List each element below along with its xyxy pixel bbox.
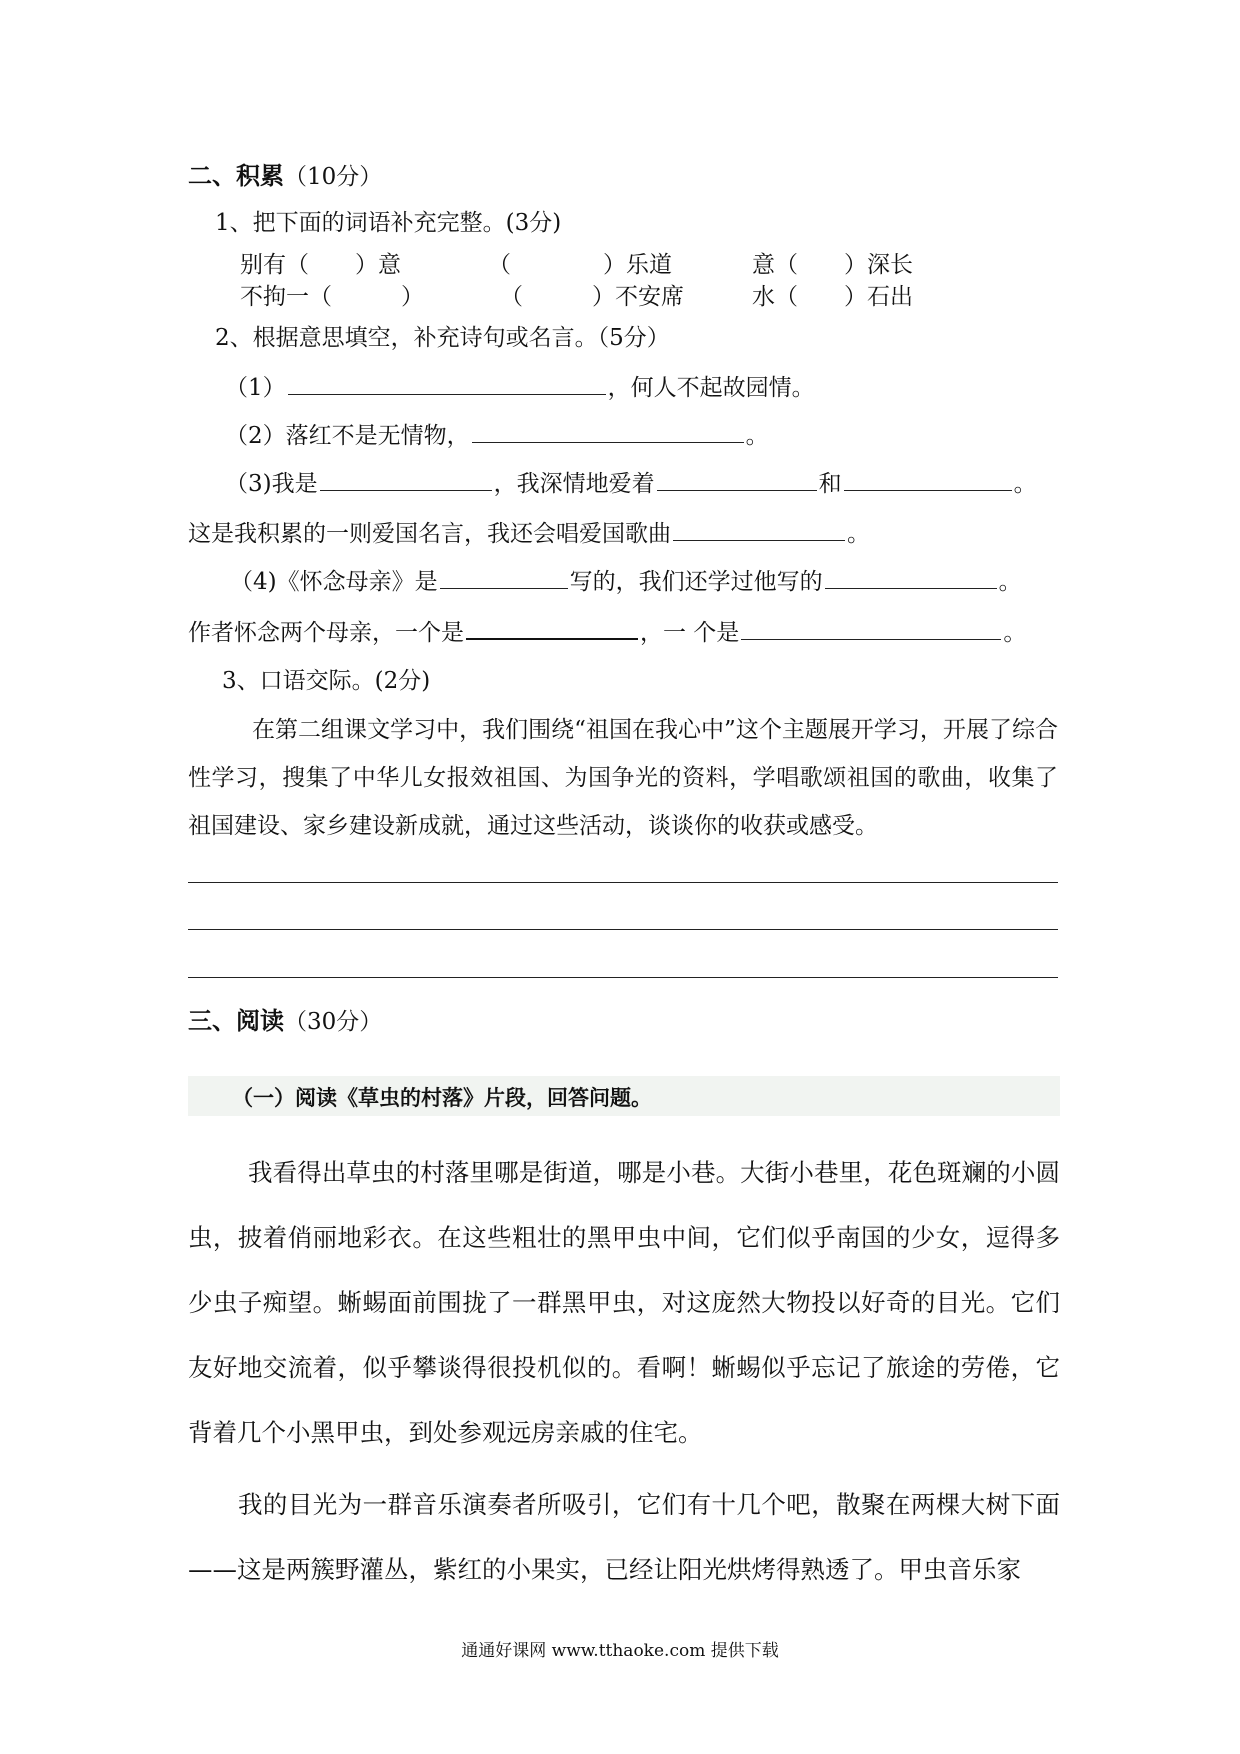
answer-blank[interactable] <box>288 372 606 395</box>
q3-title: 3、口语交际。(2分) <box>222 668 431 694</box>
q2-l2-suffix: 。 <box>745 423 769 449</box>
answer-blank[interactable] <box>657 468 817 491</box>
q2-l4-suffix: 。 <box>847 521 870 547</box>
q2-l3-prefix: （3)我是 <box>225 471 318 497</box>
q2-title: 2、根据意思填空，补充诗句或名言。（5分） <box>215 325 670 351</box>
q2-l6-prefix: 作者怀念两个母亲，一个是 <box>188 620 464 646</box>
answer-blank[interactable] <box>825 566 997 589</box>
q2-l1-prefix: （1） <box>225 375 286 401</box>
q2-l3-mid1: ，我深情地爱着 <box>493 471 655 497</box>
section3-title: 三、阅读 <box>188 1006 284 1035</box>
q2-l3-suffix: 。 <box>1013 471 1037 497</box>
section2-score: （10分） <box>284 164 383 190</box>
q3-prompt: 在第二组课文学习中，我们围绕“祖国在我心中”这个主题展开学习，开展了综合性学习，搜集了中华儿女报效祖国、为国争光的资料，学唱歌颂祖国的歌曲，收集了祖国建设、家乡建设新成就，通过这些活动，谈谈你的收获或感受。 <box>188 717 1058 839</box>
reading-subheading: （一）阅读《草虫的村落》片段，回答问题。 <box>232 1086 652 1110</box>
answer-blank[interactable] <box>741 617 1001 640</box>
q2-l1-suffix: ，何人不起故园情。 <box>607 375 815 401</box>
q2-l6-suffix: 。 <box>1003 620 1027 646</box>
q2-l3-mid2: 和 <box>818 471 842 497</box>
answer-line[interactable] <box>188 977 1058 978</box>
q2-l5-mid: 写的，我们还学过他写的 <box>569 569 823 595</box>
idiom-5: （ ）不安席 <box>500 284 684 310</box>
q2-l6-mid: ，一 个是 <box>640 620 740 646</box>
answer-blank[interactable] <box>320 468 492 491</box>
section3-heading <box>188 1006 382 1037</box>
idiom-2: （ ）乐道 <box>488 252 672 278</box>
answer-blank[interactable] <box>440 566 568 589</box>
answer-blank[interactable] <box>673 518 845 541</box>
q2-line6 <box>188 616 1026 648</box>
q2-line4 <box>188 518 870 549</box>
idiom-1: 别有（ ）意 <box>240 252 401 278</box>
answer-blank[interactable] <box>844 468 1012 491</box>
q2-l2-prefix: （2）落红不是无情物， <box>225 423 470 449</box>
q2-l5-prefix: （4)《怀念母亲》是 <box>230 569 438 595</box>
section3-score: （30分） <box>284 1009 383 1035</box>
footer-credit: 通通好课网 www.tthaoke.com 提供下载 <box>461 1641 779 1661</box>
answer-blank[interactable] <box>472 420 744 443</box>
q1-title: 1、把下面的词语补充完整。(3分) <box>215 210 562 236</box>
reading-paragraph-1: 我看得出草虫的村落里哪是街道，哪是小巷。大街小巷里，花色斑斓的小圆虫，披着俏丽地彩衣。在这些粗壮的黑甲虫中间，它们似乎南国的少女，逗得多少虫子痴望。蜥蜴面前围拢了一群黑甲虫，对这庞然大物投以好奇的目光。它们友好地交流着，似乎攀谈得很投机似的。看啊！蜥蜴似乎忘记了旅途的劳倦，它背着几个小黑甲虫，到处参观远房亲戚的住宅。 <box>188 1158 1060 1447</box>
q2-l4-prefix: 这是我积累的一则爱国名言，我还会唱爱国歌曲 <box>188 521 671 547</box>
idiom-3: 意（ ）深长 <box>752 252 913 278</box>
idiom-6: 水（ ）石出 <box>752 284 913 310</box>
reading-subheading-bar <box>188 1076 1060 1116</box>
answer-blank[interactable] <box>466 616 638 640</box>
section2-title: 二、积累 <box>188 161 284 190</box>
answer-line[interactable] <box>188 929 1058 930</box>
section2-heading <box>188 161 382 192</box>
idiom-4: 不拘一（ ） <box>240 284 424 310</box>
q2-l5-suffix: 。 <box>998 569 1022 595</box>
q2-line5 <box>230 566 1022 597</box>
answer-line[interactable] <box>188 882 1058 883</box>
q2-line1 <box>225 372 815 403</box>
q2-line3 <box>225 468 1037 499</box>
q2-line2 <box>225 420 769 451</box>
reading-paragraph-2: 我的目光为一群音乐演奏者所吸引，它们有十几个吧，散聚在两棵大树下面——这是两簇野灌丛，紫红的小果实，已经让阳光烘烤得熟透了。甲虫音乐家 <box>188 1490 1060 1584</box>
